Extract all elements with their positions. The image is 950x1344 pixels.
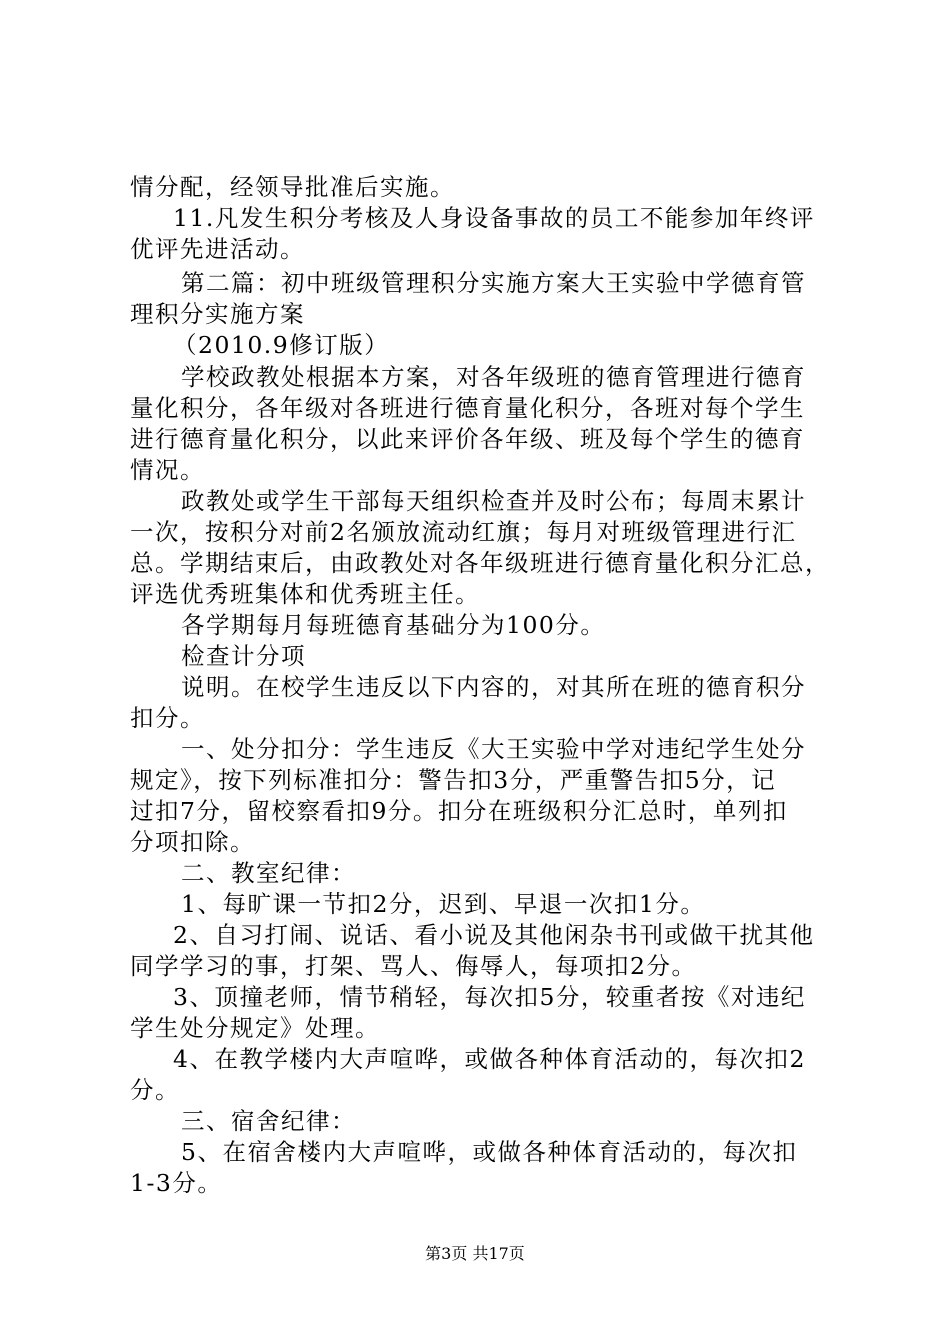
text-line: 分项扣除。 xyxy=(130,828,255,856)
text-line: 4、在教学楼内大声喧哗，或做各种体育活动的，每次扣2 xyxy=(173,1045,806,1073)
text-line: 各学期每月每班德育基础分为100分。 xyxy=(181,611,606,639)
text-line: 规定》，按下列标准扣分：警告扣3分，严重警告扣5分，记 xyxy=(130,766,777,794)
text-line: 学校政教处根据本方案，对各年级班的德育管理进行德育 xyxy=(181,363,806,391)
text-line: 一、处分扣分：学生违反《大王实验中学对违纪学生处分 xyxy=(181,735,806,763)
text-line: （2010.9修订版） xyxy=(173,331,390,359)
section-heading: 第二篇：初中班级管理积分实施方案大王实验中学德育管 xyxy=(181,269,806,297)
text-line: 量化积分，各年级对各班进行德育量化积分，各班对每个学生 xyxy=(130,394,805,422)
text-line: 优评先进活动。 xyxy=(130,235,305,263)
text-line: 1-3分。 xyxy=(130,1169,223,1197)
text-line: 1、每旷课一节扣2分，迟到、早退一次扣1分。 xyxy=(181,890,706,918)
text-line: 学生处分规定》处理。 xyxy=(130,1014,380,1042)
text-line: 进行德育量化积分，以此来评价各年级、班及每个学生的德育 xyxy=(130,425,805,453)
text-line: 11.凡发生积分考核及人身设备事故的员工不能参加年终评 xyxy=(173,204,815,232)
text-line: 二、教室纪律： xyxy=(181,859,356,887)
text-line: 说明。在校学生违反以下内容的，对其所在班的德育积分 xyxy=(181,673,806,701)
text-line: 政教处或学生干部每天组织检查并及时公布；每周末累计 xyxy=(181,487,806,515)
page-footer: 第3页 共17页 xyxy=(425,1244,525,1263)
text-line: 分。 xyxy=(130,1076,180,1104)
text-line: 情况。 xyxy=(130,456,205,484)
text-line: 评选优秀班集体和优秀班主任。 xyxy=(130,580,480,608)
text-line: 扣分。 xyxy=(130,704,205,732)
text-line: 5、在宿舍楼内大声喧哗，或做各种体育活动的，每次扣 xyxy=(181,1138,798,1166)
text-line: 总。学期结束后，由政教处对各年级班进行德育量化积分汇总， xyxy=(130,549,830,577)
text-line: 过扣7分，留校察看扣9分。扣分在班级积分汇总时，单列扣 xyxy=(130,797,788,825)
text-line: 2、自习打闹、说话、看小说及其他闲杂书刊或做干扰其他 xyxy=(173,921,815,949)
section-heading: 理积分实施方案 xyxy=(130,300,305,328)
text-line: 同学学习的事，打架、骂人、侮辱人，每项扣2分。 xyxy=(130,952,697,980)
text-line: 一次，按积分对前2名颁放流动红旗；每月对班级管理进行汇 xyxy=(130,518,797,546)
text-line: 3、顶撞老师，情节稍轻，每次扣5分，较重者按《对违纪 xyxy=(173,983,806,1011)
text-line: 情分配，经领导批准后实施。 xyxy=(130,173,455,201)
text-line: 检查计分项 xyxy=(181,642,306,670)
text-line: 三、宿舍纪律： xyxy=(181,1107,356,1135)
